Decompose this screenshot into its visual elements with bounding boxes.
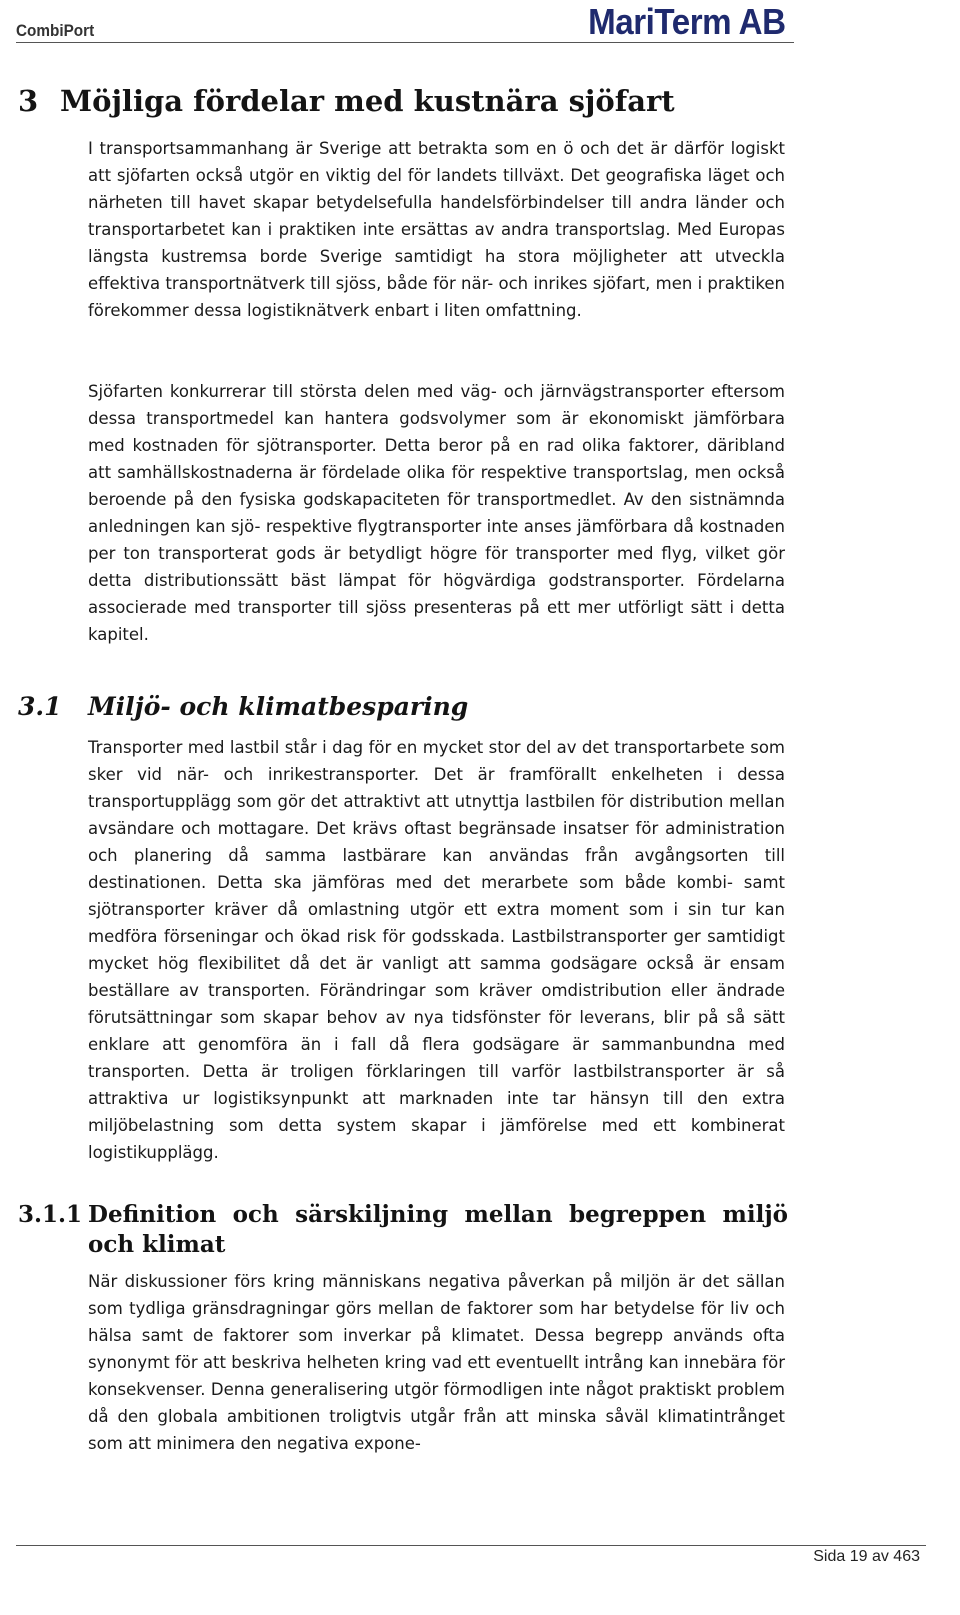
body-paragraph: Transporter med lastbil står i dag för en mycket stor del av det transportarbete som sker vid när- och inrikestransporter. Det är framförallt enkelheten i dessa transportupplägg som gör det attraktivt att utnyttja lastbilen för distribution mellan avsändare och mottagare. Det krävs oftast begränsade insatser för administration och planering då samma lastbärare kan användas från avgångsorten till destinationen. Detta ska jämföras med det merarbete som både kombi- samt sjötransporter kräver då omlastning utgör ett extra moment som i sin tur kan medföra förseningar och ökad risk för godsskada. Lastbilstransporter ger samtidigt mycket hög flexibilitet då det är vanligt att samma godsägare också är ensam beställare av transporten. Förändringar som kräver omdistribution eller ändrade förutsättningar som skapar behov av nya tidsfönster för leverans, blir på så sätt enklare att genomföra än i fall då flera godsägare är sammanbundna med transporten. Detta är troligen förklaringen till varför lastbilstransporter är så attraktiva ur logistiksynpunkt att marknaden inte tar hänsyn till den extra miljöbelastning som detta system skapar i jämförelse med ett kombinerat logistikupplägg. — [88, 738, 785, 1162]
subsection-number: 3.1.1 — [18, 1201, 83, 1228]
body-paragraph: När diskussioner förs kring människans negativa påverkan på miljön är det sällan som tydliga gränsdragningar görs mellan de faktorer som har betydelse för liv och hälsa samt de faktorer som inverkar på klimatet. Dessa begrepp används ofta synonymt för att beskriva helheten kring vad ett eventuellt intrång kan innebära för konsekvenser. Denna generalisering utgör förmodligen inte något praktiskt problem då den globala ambitionen troligtvis utgår från att minska såväl klimatintrånget som att minimera den negativa expone- — [88, 1272, 785, 1453]
company-logo: MariTerm AB — [588, 1, 786, 42]
page-number: Sida 19 av 463 — [813, 1548, 920, 1565]
page-header — [16, 1, 794, 43]
section-number: 3.1 — [18, 692, 62, 721]
header-left-label: CombiPort — [16, 21, 95, 40]
chapter-title: Möjliga fördelar med kustnära sjöfart — [60, 84, 675, 118]
chapter-number: 3 — [18, 84, 39, 118]
body-paragraph: Sjöfarten konkurrerar till största delen med väg- och järnvägstransporter eftersom dessa transportmedel kan hantera godsvolymer som är ekonomiskt jämförbara med kostnaden för sjötransporter. Detta beror på en rad olika faktorer, däribland att samhällskostnaderna är fördelade olika för respektive transportslag, men också beroende på den fysiska godskapaciteten för transportmedlet. Av den sistnämnda anledningen kan sjö- respektive flygtransporter inte anses jämförbara då kostnaden per ton transporterat gods är betydligt högre för transporter med flyg, vilket gör detta distributionssätt bäst lämpat för högvärdiga godstransporter. Fördelarna associerade med transporter till sjöss presenteras på ett mer utförligt sätt i detta kapitel. — [88, 382, 785, 644]
footer-divider — [16, 1545, 926, 1546]
section-title: Miljö- och klimatbesparing — [88, 692, 469, 721]
body-paragraph: I transportsammanhang är Sverige att betrakta som en ö och det är därför logiskt att sjöfarten också utgör en viktig del för landets tillväxt. Det geografiska läget och närheten till havet skapar betydelsefulla handelsförbindelser till andra länder och transportarbetet kan i praktiken inte ersättas av andra transportslag. Med Europas längsta kustremsa borde Sverige samtidigt ha stora möjligheter att utveckla effektiva transportnätverk till sjöss, både för när- och inrikes sjöfart, men i praktiken förekommer dessa logistiknätverk enbart i liten omfattning. — [88, 139, 785, 320]
subsection-title: Definition och särskiljning mellan begreppen miljö och klimat — [88, 1201, 788, 1258]
subsection-heading — [18, 1200, 788, 1260]
section-heading — [18, 692, 468, 721]
chapter-heading — [18, 84, 675, 118]
